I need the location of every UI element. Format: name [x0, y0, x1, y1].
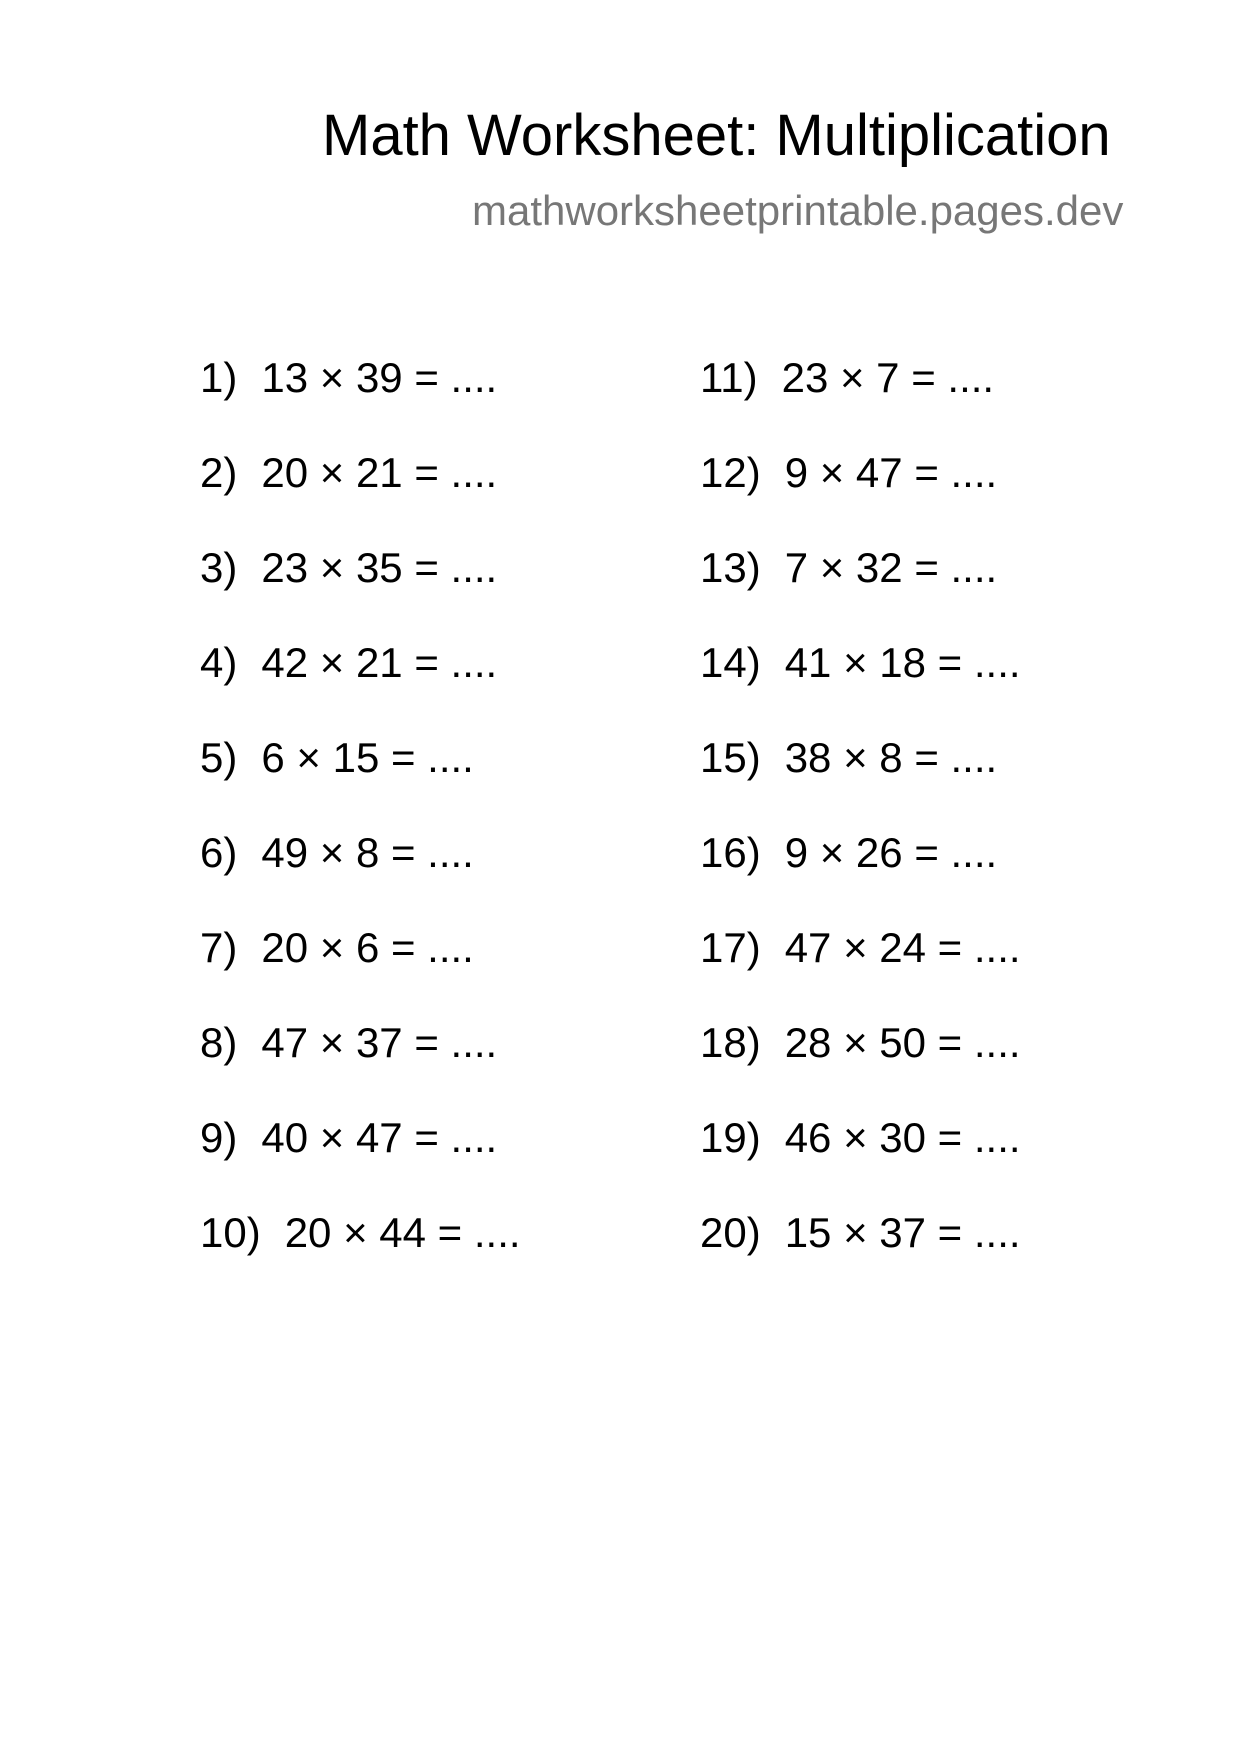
problem-item	[700, 445, 1021, 540]
problem-item	[700, 1205, 1021, 1300]
problem-expression: 23 × 7 = ....	[781, 354, 995, 401]
problem-item	[700, 350, 1021, 445]
problem-expression: 47 × 37 = ....	[261, 1019, 498, 1066]
problem-item	[700, 635, 1021, 730]
problem-expression: 49 × 8 = ....	[261, 829, 474, 876]
problem-expression: 40 × 47 = ....	[261, 1114, 498, 1161]
problem-expression: 38 × 8 = ....	[784, 734, 998, 781]
problem-number: 1)	[200, 354, 238, 401]
problem-number: 3)	[200, 544, 238, 591]
problem-expression: 7 × 32 = ....	[784, 544, 998, 591]
problem-number: 11)	[700, 354, 758, 401]
problem-expression: 20 × 6 = ....	[261, 924, 474, 971]
problem-expression: 20 × 44 = ....	[284, 1209, 521, 1256]
problem-item	[700, 1110, 1021, 1205]
problem-item	[200, 445, 521, 540]
problem-number: 13)	[700, 544, 761, 591]
problem-column-left	[200, 350, 521, 1300]
problem-number: 8)	[200, 1019, 238, 1066]
problem-item	[700, 825, 1021, 920]
problem-number: 2)	[200, 449, 238, 496]
problem-number: 18)	[700, 1019, 761, 1066]
problem-item	[700, 730, 1021, 825]
problem-number: 20)	[700, 1209, 761, 1256]
problem-item	[200, 825, 521, 920]
problem-expression: 46 × 30 = ....	[784, 1114, 1021, 1161]
problem-expression: 23 × 35 = ....	[261, 544, 498, 591]
problem-item	[700, 540, 1021, 635]
problem-column-right	[700, 350, 1021, 1300]
problem-expression: 20 × 21 = ....	[261, 449, 498, 496]
problem-expression: 42 × 21 = ....	[261, 639, 498, 686]
problem-item	[200, 1110, 521, 1205]
problem-expression: 13 × 39 = ....	[261, 354, 498, 401]
problem-item	[700, 920, 1021, 1015]
problem-item	[200, 920, 521, 1015]
page-title: Math Worksheet: Multiplication	[322, 103, 1111, 168]
problem-item	[700, 1015, 1021, 1110]
problem-item	[200, 1205, 521, 1300]
problem-number: 15)	[700, 734, 761, 781]
problem-expression: 41 × 18 = ....	[784, 639, 1021, 686]
problem-expression: 28 × 50 = ....	[784, 1019, 1021, 1066]
problem-number: 5)	[200, 734, 238, 781]
problem-number: 19)	[700, 1114, 761, 1161]
problem-expression: 9 × 47 = ....	[784, 449, 998, 496]
problem-item	[200, 1015, 521, 1110]
problem-item	[200, 540, 521, 635]
problem-expression: 15 × 37 = ....	[784, 1209, 1021, 1256]
problem-number: 10)	[200, 1209, 261, 1256]
problem-item	[200, 635, 521, 730]
problem-number: 12)	[700, 449, 761, 496]
problem-number: 16)	[700, 829, 761, 876]
problem-expression: 47 × 24 = ....	[784, 924, 1021, 971]
problem-number: 9)	[200, 1114, 238, 1161]
problem-item	[200, 350, 521, 445]
problem-expression: 6 × 15 = ....	[261, 734, 474, 781]
problem-item	[200, 730, 521, 825]
problem-number: 14)	[700, 639, 761, 686]
site-url: mathworksheetprintable.pages.dev	[472, 187, 1124, 234]
problem-expression: 9 × 26 = ....	[784, 829, 998, 876]
problem-number: 17)	[700, 924, 761, 971]
problem-number: 6)	[200, 829, 238, 876]
problem-number: 4)	[200, 639, 238, 686]
problem-number: 7)	[200, 924, 238, 971]
